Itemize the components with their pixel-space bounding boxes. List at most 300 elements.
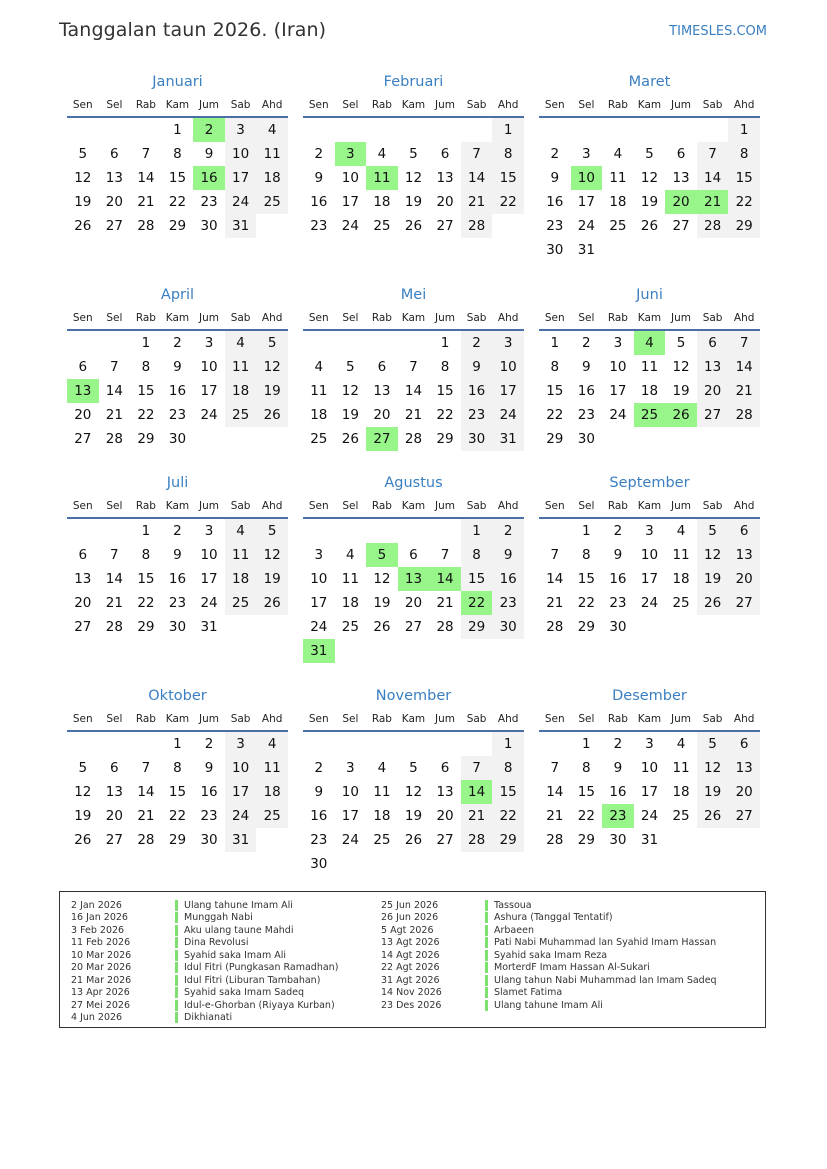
day-cell: 15	[461, 567, 493, 591]
day-cell: 25	[341, 619, 359, 635]
month-februari	[303, 72, 524, 238]
weekday-label: Ahd	[497, 500, 519, 512]
legend-item	[381, 937, 717, 950]
day-cell: 9	[314, 784, 324, 800]
day-cell: 30	[609, 619, 627, 635]
day-cell: 6	[697, 331, 729, 355]
weekday-label: Sab	[230, 312, 251, 324]
weekday-label: Kam	[165, 99, 190, 111]
day-cell: 1	[582, 736, 591, 752]
day-cell: 12	[256, 355, 288, 379]
day-cell: 26	[697, 591, 729, 615]
day-cell: 20	[404, 595, 423, 611]
month-title: Januari	[152, 74, 203, 90]
legend-item	[381, 962, 717, 975]
day-cell: 3	[225, 118, 257, 142]
day-cell: 26	[74, 832, 92, 848]
day-cell: 7	[550, 760, 560, 776]
day-cell: 13	[74, 571, 92, 587]
day-cell: 2	[582, 335, 591, 351]
day-cell: 17	[609, 383, 627, 399]
day-cell: 28	[105, 431, 123, 447]
day-cell: 13	[672, 170, 690, 186]
weekday-label: Rab	[371, 99, 392, 111]
empty-cell	[665, 118, 697, 142]
legend-item	[381, 987, 717, 1000]
legend-date: 13 Apr 2026	[71, 987, 130, 999]
empty-cell	[99, 519, 131, 543]
day-cell: 17	[577, 194, 595, 210]
day-cell: 18	[256, 780, 288, 804]
holiday-marker-icon	[485, 975, 488, 986]
day-cell: 16	[168, 571, 187, 587]
day-cell: 4	[256, 118, 288, 142]
empty-cell	[366, 331, 398, 355]
day-cell: 16	[461, 379, 493, 403]
weekday-label: Sen	[72, 500, 93, 512]
weekday-label: Ahd	[261, 312, 283, 324]
day-cell: 5	[78, 760, 88, 776]
day-cell: 12	[640, 170, 659, 186]
empty-cell	[67, 519, 99, 543]
holiday-day-cell: 2	[193, 118, 225, 142]
day-cell: 22	[546, 407, 564, 423]
holiday-day-cell: 21	[697, 190, 729, 214]
empty-cell	[335, 118, 367, 142]
day-cell: 4	[225, 519, 257, 543]
weekday-label: Sab	[230, 500, 251, 512]
day-cell: 30	[200, 218, 218, 234]
weekday-header	[67, 94, 288, 116]
weekday-label: Rab	[135, 713, 156, 725]
day-cell: 26	[256, 403, 288, 427]
legend-holiday-name: Syahid saka Imam Ali	[184, 949, 287, 961]
day-cell: 8	[492, 756, 524, 780]
legend-date: 14 Nov 2026	[381, 987, 442, 999]
day-cell: 19	[373, 595, 391, 611]
day-cell: 4	[256, 732, 288, 756]
day-cell: 29	[137, 431, 155, 447]
legend-holiday-name: Dina Revolusi	[184, 937, 249, 949]
weekday-label: Sen	[308, 713, 329, 725]
weekday-label: Rab	[371, 500, 392, 512]
day-cell: 14	[697, 166, 729, 190]
day-cell: 19	[697, 567, 729, 591]
legend-holiday-name: Slamet Fatima	[494, 987, 563, 999]
day-cell: 24	[341, 832, 359, 848]
empty-cell	[398, 331, 430, 355]
weekday-label: Rab	[371, 312, 392, 324]
empty-cell	[303, 732, 335, 756]
weekday-label: Sen	[72, 312, 93, 324]
legend-holiday-name: Ulang tahune Imam Ali	[184, 899, 293, 911]
day-cell: 5	[697, 519, 729, 543]
day-cell: 17	[640, 571, 659, 587]
holiday-day-cell: 31	[303, 639, 335, 663]
weekday-label: Sel	[578, 500, 595, 512]
day-cell: 10	[200, 547, 218, 563]
day-cell: 19	[640, 194, 659, 210]
day-cell: 28	[728, 403, 760, 427]
weekday-label: Sel	[578, 99, 595, 111]
day-cell: 6	[728, 519, 760, 543]
day-cell: 6	[110, 760, 119, 776]
weekday-label: Kam	[165, 713, 190, 725]
legend-date: 14 Agt 2026	[381, 949, 440, 961]
holiday-marker-icon	[175, 925, 178, 936]
day-grid	[67, 732, 288, 852]
day-cell: 4	[225, 331, 257, 355]
empty-cell	[67, 732, 99, 756]
day-cell: 20	[436, 194, 454, 210]
empty-cell	[303, 519, 335, 543]
day-cell: 12	[74, 784, 92, 800]
empty-cell	[335, 331, 367, 355]
empty-cell	[398, 118, 430, 142]
day-cell: 17	[200, 383, 218, 399]
day-cell: 22	[577, 595, 595, 611]
day-cell: 11	[672, 760, 690, 776]
day-cell: 8	[141, 547, 151, 563]
day-cell: 19	[74, 194, 92, 210]
legend-date: 11 Feb 2026	[71, 937, 131, 949]
day-cell: 10	[492, 355, 524, 379]
day-cell: 28	[436, 619, 454, 635]
legend-holiday-name: Munggah Nabi	[184, 912, 253, 924]
empty-cell	[67, 118, 99, 142]
day-cell: 23	[492, 591, 524, 615]
day-grid	[303, 732, 524, 876]
day-cell: 11	[672, 547, 690, 563]
day-cell: 8	[582, 760, 591, 776]
day-cell: 22	[137, 595, 155, 611]
legend-item	[381, 899, 717, 912]
day-cell: 23	[310, 218, 328, 234]
month-title: September	[609, 475, 690, 491]
weekday-label: Sel	[106, 312, 123, 324]
weekday-label: Sel	[342, 99, 359, 111]
day-cell: 9	[173, 547, 182, 563]
day-cell: 15	[492, 166, 524, 190]
day-cell: 12	[697, 756, 729, 780]
legend-item	[71, 924, 338, 937]
day-cell: 16	[168, 383, 187, 399]
weekday-label: Rab	[607, 713, 628, 725]
day-cell: 19	[672, 383, 690, 399]
day-cell: 7	[550, 547, 560, 563]
day-cell: 5	[78, 146, 88, 162]
weekday-label: Sen	[308, 99, 329, 111]
day-cell: 2	[173, 335, 182, 351]
holiday-day-cell: 5	[366, 543, 398, 567]
day-cell: 13	[105, 170, 123, 186]
day-grid	[67, 331, 288, 451]
day-cell: 25	[256, 190, 288, 214]
day-cell: 3	[204, 523, 214, 539]
day-cell: 25	[373, 832, 391, 848]
empty-cell	[602, 118, 634, 142]
day-cell: 14	[461, 166, 493, 190]
day-cell: 29	[492, 828, 524, 852]
day-grid	[303, 331, 524, 451]
month-title: Mei	[400, 287, 427, 303]
day-cell: 5	[256, 519, 288, 543]
day-cell: 20	[436, 808, 454, 824]
weekday-label: Ahd	[497, 312, 519, 324]
legend-holiday-name: Dikhianati	[184, 1012, 233, 1024]
weekday-label: Kam	[637, 312, 662, 324]
weekday-header	[303, 94, 524, 116]
legend-holiday-name: Idul Fitri (Pungkasan Ramadhan)	[184, 962, 339, 974]
day-cell: 1	[550, 335, 560, 351]
day-cell: 8	[141, 359, 151, 375]
weekday-label: Sab	[230, 99, 251, 111]
day-grid	[67, 118, 288, 238]
day-cell: 24	[225, 190, 257, 214]
day-cell: 31	[492, 427, 524, 451]
day-cell: 28	[697, 214, 729, 238]
day-cell: 27	[105, 218, 123, 234]
weekday-label: Jum	[435, 312, 456, 324]
day-cell: 31	[225, 214, 257, 238]
month-title: Maret	[628, 74, 671, 90]
legend-date: 20 Mar 2026	[71, 962, 132, 974]
holiday-day-cell: 23	[602, 804, 634, 828]
day-cell: 28	[137, 218, 155, 234]
day-cell: 12	[404, 170, 423, 186]
day-cell: 6	[728, 732, 760, 756]
day-cell: 8	[461, 543, 493, 567]
day-cell: 20	[728, 780, 760, 804]
day-cell: 13	[373, 383, 391, 399]
weekday-label: Ahd	[497, 713, 519, 725]
month-title: Februari	[383, 74, 444, 90]
weekday-label: Ahd	[733, 713, 755, 725]
weekday-label: Sen	[72, 99, 93, 111]
day-cell: 5	[645, 146, 654, 162]
day-cell: 4	[377, 146, 387, 162]
holiday-marker-icon	[485, 912, 488, 923]
day-cell: 5	[409, 146, 418, 162]
day-cell: 30	[609, 832, 627, 848]
day-cell: 27	[672, 218, 690, 234]
day-cell: 11	[225, 543, 257, 567]
day-cell: 23	[200, 808, 218, 824]
day-cell: 27	[697, 403, 729, 427]
day-cell: 21	[728, 379, 760, 403]
legend-item	[71, 974, 338, 987]
day-cell: 24	[310, 619, 328, 635]
legend-item	[71, 937, 338, 950]
day-cell: 17	[310, 595, 328, 611]
day-cell: 13	[728, 543, 760, 567]
day-cell: 27	[74, 431, 92, 447]
day-cell: 31	[640, 832, 659, 848]
day-cell: 1	[440, 335, 450, 351]
day-cell: 7	[461, 142, 493, 166]
weekday-label: Sen	[544, 500, 565, 512]
day-cell: 22	[728, 190, 760, 214]
legend-item	[71, 912, 338, 925]
day-cell: 1	[461, 519, 493, 543]
day-cell: 7	[141, 146, 151, 162]
day-cell: 26	[697, 804, 729, 828]
weekday-label: Sab	[702, 99, 723, 111]
day-cell: 21	[436, 595, 454, 611]
day-cell: 8	[440, 359, 450, 375]
legend-holiday-name: Arbaeen	[494, 924, 534, 936]
day-cell: 23	[200, 194, 218, 210]
weekday-label: Jum	[199, 713, 220, 725]
empty-cell	[99, 118, 131, 142]
day-cell: 27	[105, 832, 123, 848]
holiday-day-cell: 13	[398, 567, 430, 591]
holiday-day-cell: 22	[461, 591, 493, 615]
legend-item	[71, 962, 338, 975]
legend-holiday-name: Aku ulang taune Mahdi	[184, 924, 294, 936]
weekday-label: Kam	[637, 500, 662, 512]
month-title: Juni	[636, 287, 663, 303]
day-cell: 24	[341, 218, 359, 234]
day-cell: 2	[173, 523, 182, 539]
day-cell: 16	[577, 383, 595, 399]
empty-cell	[429, 732, 461, 756]
day-cell: 16	[492, 567, 524, 591]
month-title: Desember	[612, 688, 687, 704]
legend-date: 22 Agt 2026	[381, 962, 440, 974]
day-cell: 11	[225, 355, 257, 379]
weekday-label: Sel	[106, 713, 123, 725]
weekday-label: Kam	[401, 713, 426, 725]
day-grid	[539, 519, 760, 639]
weekday-label: Sel	[342, 500, 359, 512]
day-cell: 10	[341, 784, 359, 800]
day-cell: 10	[640, 547, 659, 563]
day-cell: 27	[436, 832, 454, 848]
holiday-marker-icon	[485, 900, 488, 911]
day-cell: 18	[672, 571, 690, 587]
month-title: Oktober	[148, 688, 207, 704]
day-cell: 18	[225, 379, 257, 403]
weekday-label: Rab	[607, 312, 628, 324]
day-cell: 18	[256, 166, 288, 190]
holiday-marker-icon	[175, 1012, 178, 1023]
day-cell: 16	[200, 784, 218, 800]
day-cell: 3	[204, 335, 214, 351]
month-desember	[539, 686, 760, 852]
empty-cell	[429, 519, 461, 543]
day-cell: 5	[697, 732, 729, 756]
holiday-marker-icon	[175, 950, 178, 961]
day-cell: 28	[461, 214, 493, 238]
day-cell: 2	[613, 523, 623, 539]
day-cell: 23	[609, 595, 627, 611]
legend-holiday-name: Pati Nabi Muhammad lan Syahid Imam Hassan	[494, 937, 717, 949]
day-grid	[539, 118, 760, 262]
legend-date: 13 Agt 2026	[381, 937, 440, 949]
day-cell: 6	[110, 146, 119, 162]
weekday-label: Kam	[401, 99, 426, 111]
day-cell: 26	[74, 218, 92, 234]
weekday-label: Sen	[544, 99, 565, 111]
legend-date: 21 Mar 2026	[71, 974, 132, 986]
day-cell: 15	[492, 780, 524, 804]
day-cell: 7	[440, 547, 450, 563]
weekday-label: Sel	[106, 500, 123, 512]
day-cell: 24	[492, 403, 524, 427]
day-cell: 7	[461, 756, 493, 780]
weekday-label: Sen	[544, 312, 565, 324]
holiday-marker-icon	[485, 962, 488, 973]
day-cell: 18	[341, 595, 359, 611]
day-cell: 9	[492, 543, 524, 567]
day-cell: 15	[436, 383, 454, 399]
day-cell: 17	[341, 194, 359, 210]
day-cell: 13	[436, 170, 454, 186]
day-cell: 22	[492, 190, 524, 214]
day-cell: 12	[341, 383, 359, 399]
weekday-label: Ahd	[261, 713, 283, 725]
day-cell: 16	[609, 571, 627, 587]
day-cell: 29	[137, 619, 155, 635]
day-cell: 18	[672, 784, 690, 800]
weekday-header	[539, 307, 760, 329]
day-cell: 22	[168, 808, 187, 824]
day-cell: 7	[110, 359, 119, 375]
day-cell: 9	[613, 760, 623, 776]
day-cell: 27	[404, 619, 423, 635]
holiday-day-cell: 16	[193, 166, 225, 190]
weekday-label: Rab	[371, 713, 392, 725]
day-cell: 29	[461, 615, 493, 639]
day-cell: 18	[609, 194, 627, 210]
day-cell: 4	[314, 359, 324, 375]
day-cell: 3	[645, 736, 654, 752]
day-cell: 30	[461, 427, 493, 451]
day-cell: 16	[310, 194, 328, 210]
day-cell: 13	[105, 784, 123, 800]
weekday-label: Kam	[165, 500, 190, 512]
month-januari	[67, 72, 288, 238]
month-november	[303, 686, 524, 876]
day-cell: 14	[105, 383, 123, 399]
day-cell: 24	[609, 407, 627, 423]
site-link[interactable]: TIMESLES.COM	[669, 24, 767, 39]
day-cell: 28	[461, 828, 493, 852]
day-cell: 9	[550, 170, 560, 186]
day-cell: 19	[74, 808, 92, 824]
holiday-day-cell: 20	[665, 190, 697, 214]
weekday-label: Jum	[671, 500, 692, 512]
day-cell: 31	[225, 828, 257, 852]
day-cell: 30	[200, 832, 218, 848]
day-cell: 17	[492, 379, 524, 403]
day-cell: 11	[609, 170, 627, 186]
day-cell: 6	[78, 359, 88, 375]
day-cell: 1	[582, 523, 591, 539]
month-agustus	[303, 473, 524, 663]
legend-holiday-name: Ulang tahune Imam Ali	[494, 999, 603, 1011]
holiday-day-cell: 26	[665, 403, 697, 427]
legend-date: 10 Mar 2026	[71, 949, 132, 961]
day-cell: 25	[373, 218, 391, 234]
day-cell: 3	[346, 760, 355, 776]
day-cell: 30	[577, 431, 595, 447]
day-cell: 22	[137, 407, 155, 423]
holiday-day-cell: 14	[429, 567, 461, 591]
holiday-marker-icon	[175, 912, 178, 923]
day-cell: 20	[728, 567, 760, 591]
